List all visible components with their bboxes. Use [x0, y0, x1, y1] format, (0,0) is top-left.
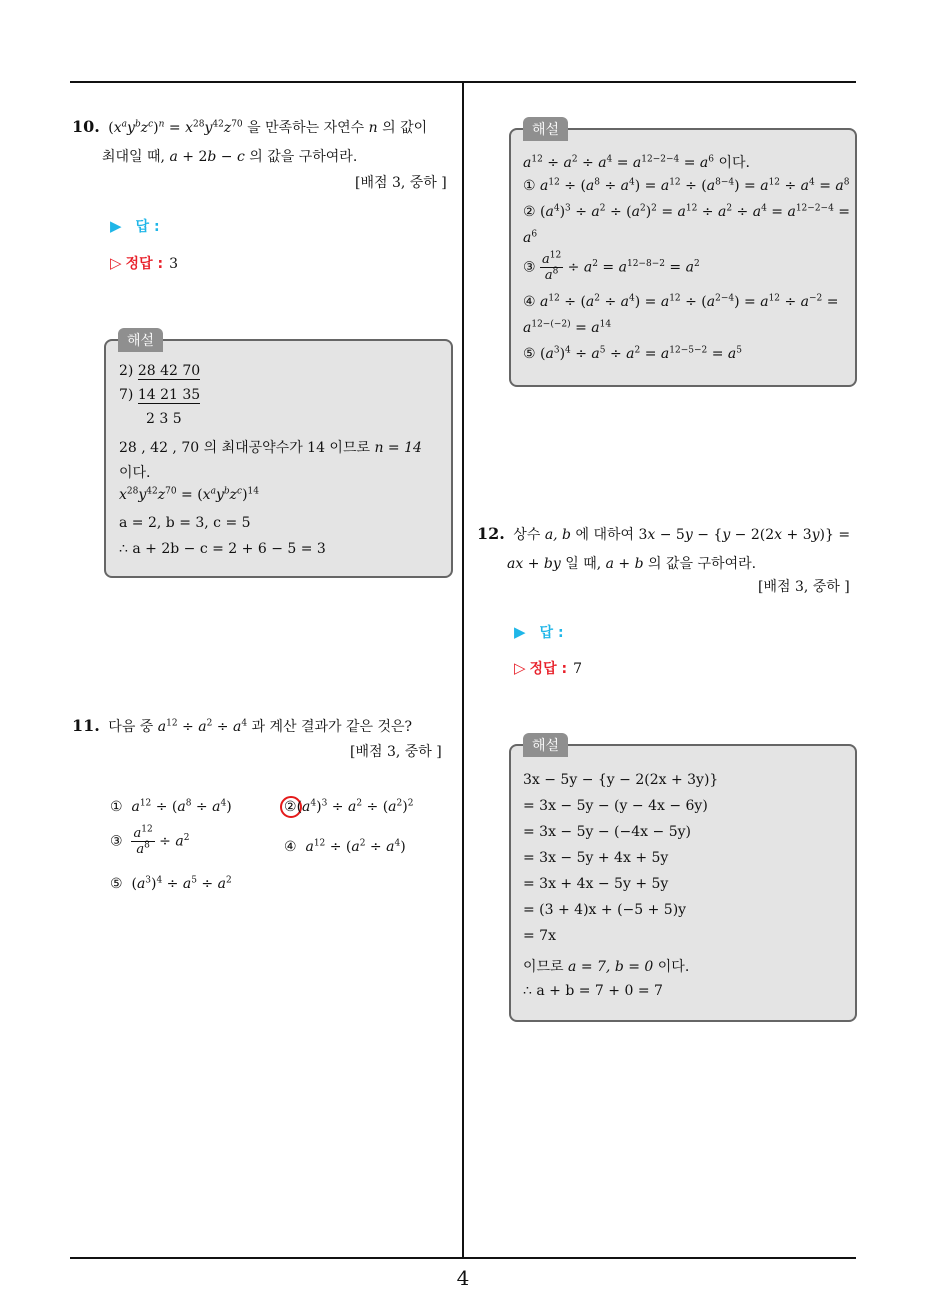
equation: $x^{28}y^{42}z^{70} = (x^ay^bz^c)^{14}$	[119, 486, 259, 503]
correct-answer-row: ▷ 정답 : 7	[514, 659, 582, 677]
answer-row: ▶ 답 :	[110, 217, 160, 235]
column-divider	[462, 82, 464, 1258]
answer-row: ▶ 답 :	[514, 623, 564, 641]
question-number: 10.	[72, 117, 100, 136]
bottom-rule	[70, 1257, 856, 1259]
page-number: 4	[456, 1266, 470, 1290]
score-label: [배점 3, 중하 ]	[355, 175, 447, 191]
option-5[interactable]: ⑤ $(a^3)^4 \div a^5 \div a^2$	[110, 875, 232, 892]
equation: $(x^ay^bz^c)^n = x^{28}y^{42}z^{70}$	[108, 119, 243, 136]
score-label: [배점 3, 중하 ]	[758, 579, 850, 595]
question-11: 11. 다음 중 $a^{12} \div a^2 \div a^4$ 과 계산 결과가 같은 것은?	[72, 716, 413, 735]
play-icon: ▶	[514, 623, 526, 641]
option-4[interactable]: ④ $a^{12} \div (a^2 \div a^4)$	[284, 838, 406, 855]
score-label: [배점 3, 중하 ]	[350, 744, 442, 760]
play-icon: ▶	[110, 217, 122, 235]
question-12: 12. 상수 a, b 에 대하여 3x − 5y − {y − 2(2x + 3y)} = ax + by 일 때, a + b 의 값을 구하여라.	[477, 524, 851, 572]
triangle-outline-icon: ▷	[514, 659, 526, 677]
solution-tag: 해설	[523, 733, 568, 757]
solution-tag: 해설	[523, 117, 568, 141]
correct-answer-row: ▷ 정답 : 3	[110, 254, 178, 272]
solution-tag: 해설	[118, 328, 163, 352]
solution-box-10: 해설 2) 28 42 70 7) 14 21 35 2 3 5 28 , 42 , 70 의 최대공약수가 14 이므로 n = 14 이다. $x^{28}y^{42}z^{70} = (x^ay^bz^c)^{14}$ a = 2, b = 3, c = 5 ∴ a + 2b − c = 2 + 6 − 5 = 3	[104, 339, 453, 578]
question-10: 10. $(x^ay^bz^c)^n = x^{28}y^{42}z^{70}$ 을 만족하는 자연수 n 의 값이 최대일 때, a + 2b − c 의 값을 구하여라.	[72, 117, 428, 165]
option-3[interactable]: ③ $\frac{a^{12}}{a^8}$ ÷ $a^2$	[110, 824, 190, 857]
option-2[interactable]: $②(a^4)^3 \div a^2 \div (a^2)^2$	[284, 798, 414, 815]
option-1[interactable]: ① $a^{12} \div (a^8 \div a^4)$	[110, 798, 232, 815]
triangle-outline-icon: ▷	[110, 254, 122, 272]
solution-box-12: 해설 3x − 5y − {y − 2(2x + 3y)} = 3x − 5y − (y − 4x − 6y) = 3x − 5y − (−4x − 5y) = 3x − 5y + 4x + 5y = 3x + 4x − 5y + 5y = (3 + 4)x + (−5 + 5)y = 7x 이므로 a = 7, b = 0 이다. ∴ a + b = 7 + 0 = 7	[509, 744, 857, 1022]
solution-box-11: 해설 $a^{12} \div a^2 \div a^4 = a^{12-2-4} = a^6$ 이다. ① $a^{12} \div (a^8 \div a^4) = a^{12} \div (a^{8-4}) = a^{12} \div a^4 = a^8$ ② $(a^4)^3 \div a^2 \div (a^2)^2 = a^{12} \div a^2 \div a^4 = a^{12-2-4}$ = $a^6$ ③ $\frac{a^{12}}{a^8}$ ÷ $a^2 = a^{12-8-2} = a^2$ ④ $a^{12} \div (a^2 \div a^4) = a^{12} \div (a^{2-4}) = a^{12} \div a^{-2}$ = $a^{12-(-2)} = a^{14}$ ⑤ $(a^3)^4 \div a^5 \div a^2 = a^{12-5-2} = a^5$	[509, 128, 857, 387]
